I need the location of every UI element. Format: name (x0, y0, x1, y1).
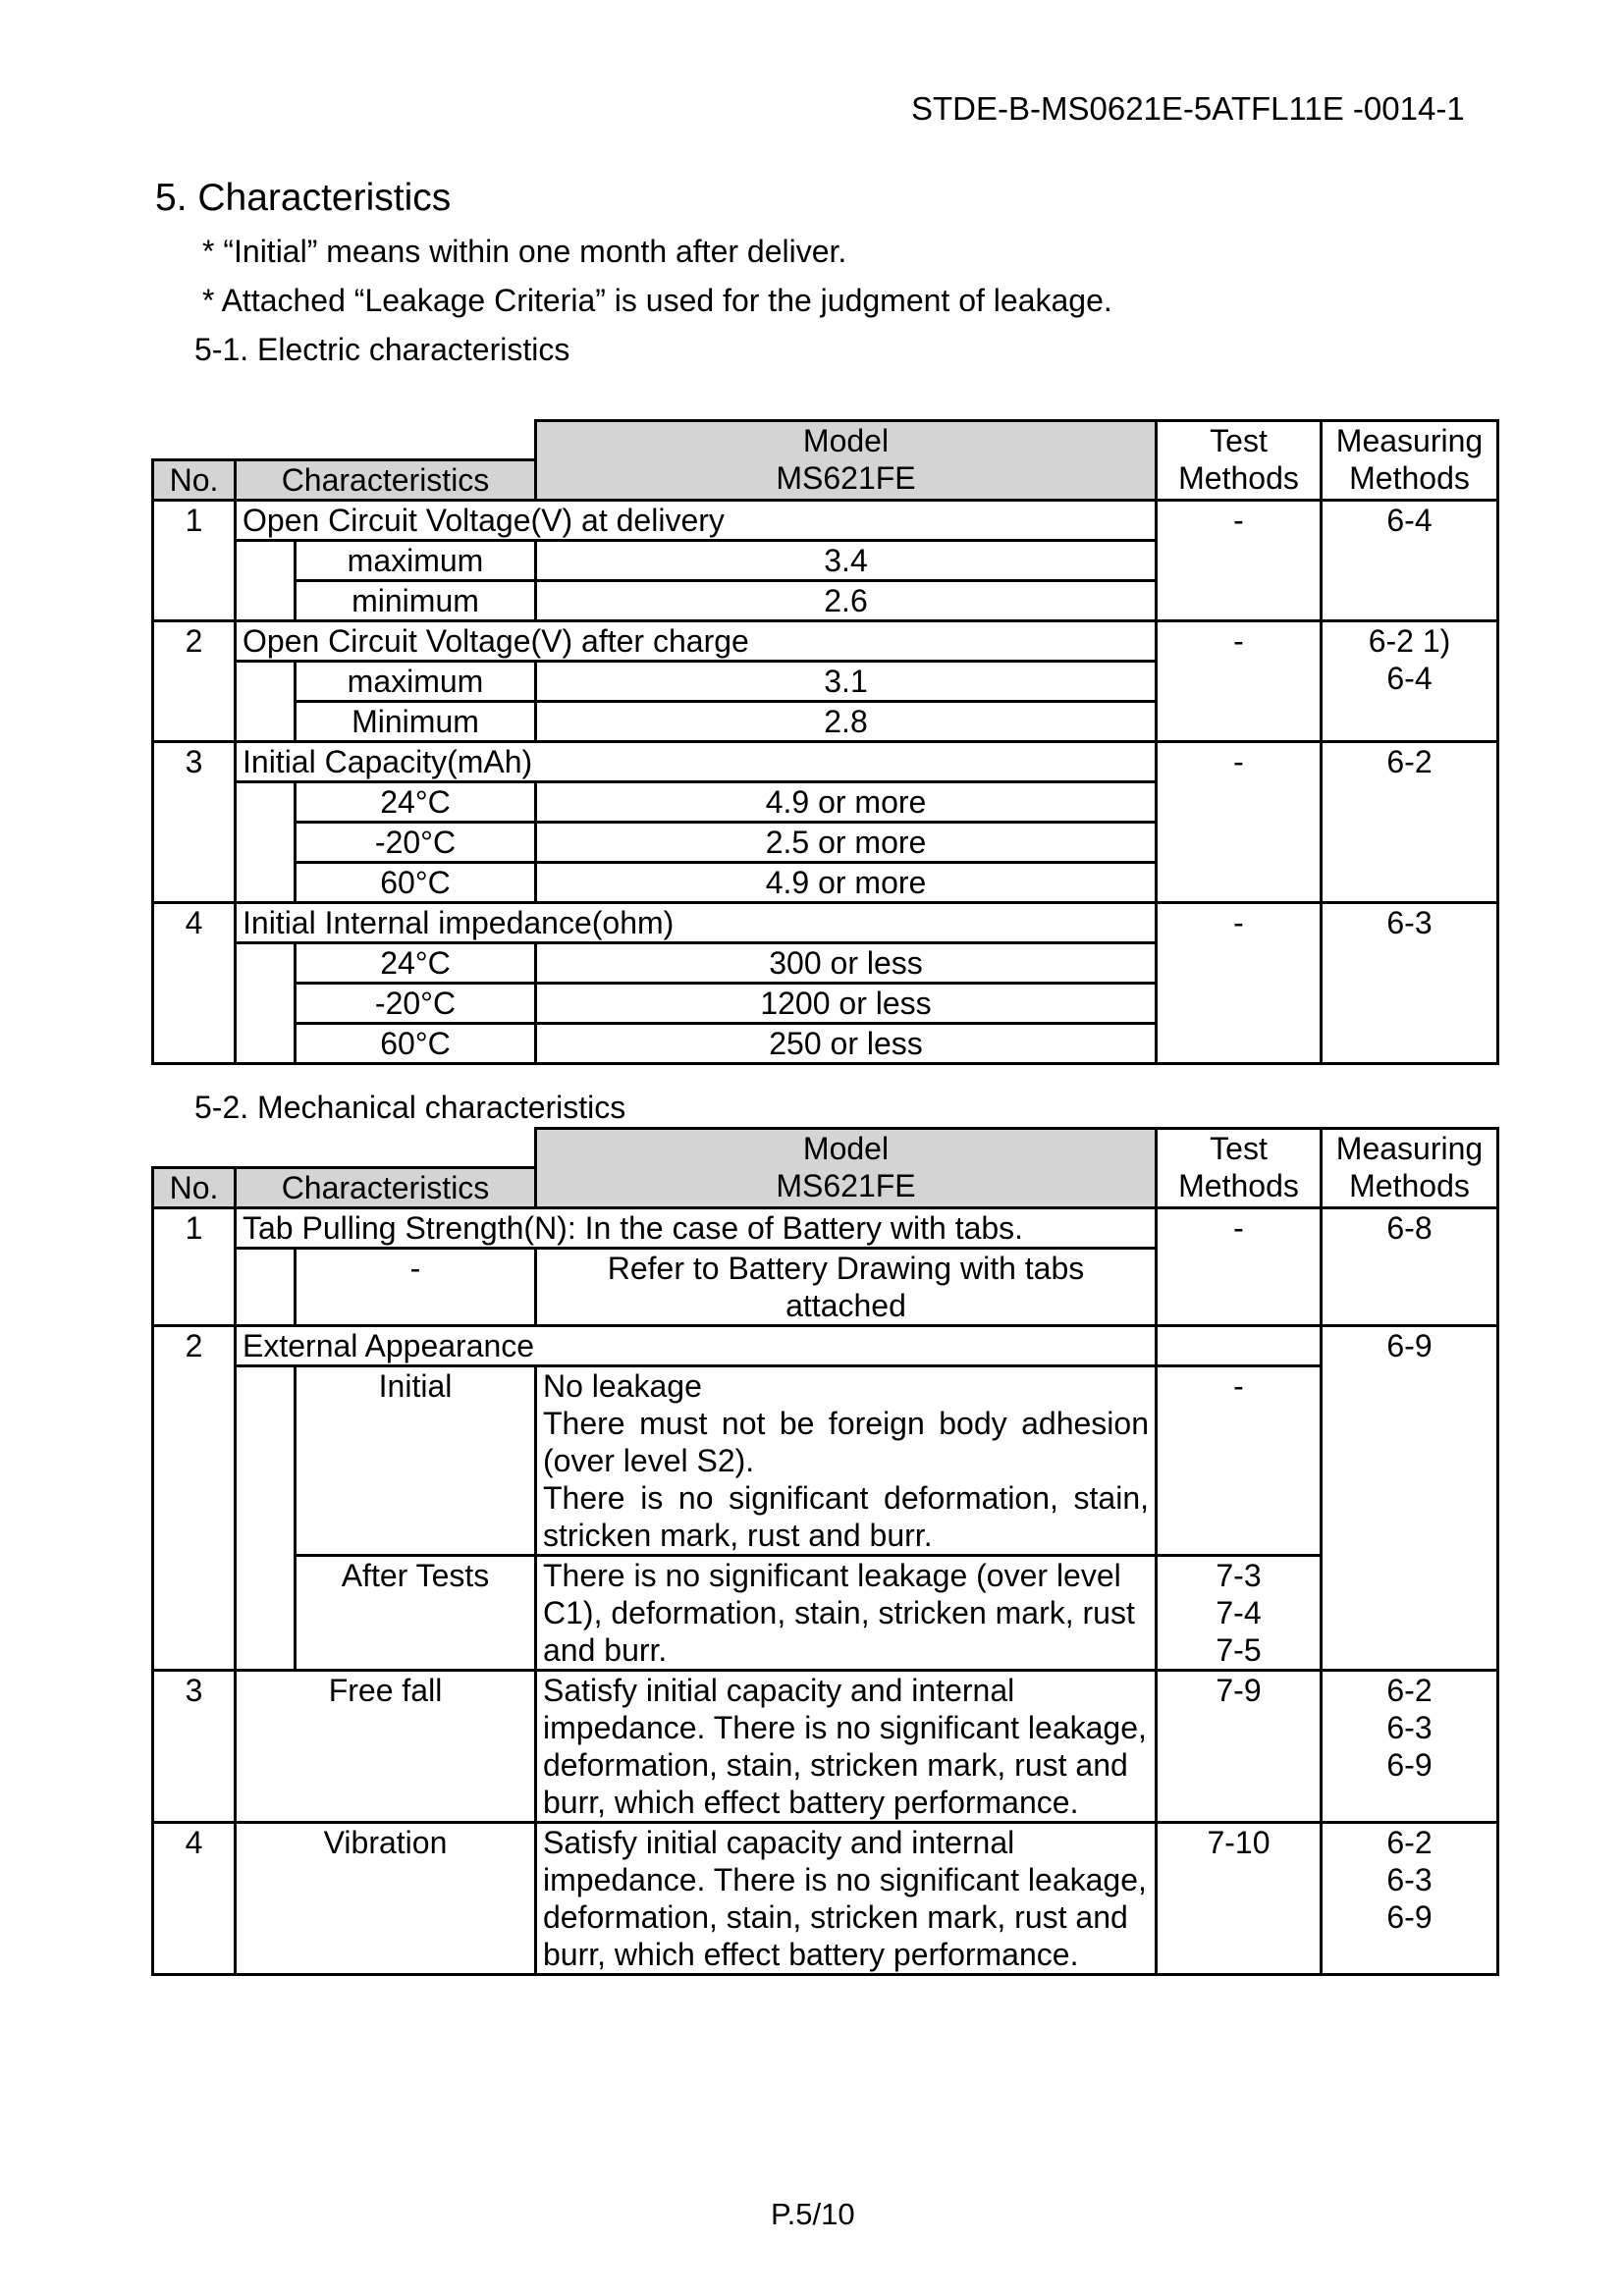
model-header: Model (536, 421, 1157, 460)
measuring-method (1322, 1822, 1498, 1974)
model-name-header: MS621FE (536, 459, 1157, 500)
measuring-method: 6-8 (1322, 1207, 1498, 1325)
sub-item-label: maximum (296, 661, 536, 701)
test-method-line: 7-3 (1216, 1557, 1262, 1593)
characteristics-header: Characteristics (236, 459, 536, 500)
measuring-method-line: 6-3 (1386, 1709, 1433, 1745)
model-name-header: MS621FE (536, 1167, 1157, 1207)
measuring-method-line: 6-9 (1386, 1898, 1433, 1935)
table-row (153, 1325, 1498, 1365)
sub-item-value: 300 or less (536, 942, 1157, 983)
sub-item-label: After Tests (296, 1555, 536, 1670)
table-row (153, 1207, 1498, 1248)
sub-item-label: -20°C (296, 983, 536, 1023)
test-method-line: 7-5 (1216, 1631, 1262, 1668)
measuring-method-line: 6-4 (1386, 660, 1433, 696)
test-method: - (1157, 1365, 1322, 1555)
document-id: STDE-B-MS0621E-5ATFL11E -0014-1 (911, 90, 1465, 127)
page-number: P.5/10 (771, 2197, 855, 2231)
characteristic-label: Free fall (236, 1670, 536, 1822)
sub-item-value: 4.9 or more (536, 781, 1157, 822)
test-method: - (1157, 620, 1322, 741)
test-method (1157, 1555, 1322, 1670)
test-method: - (1157, 741, 1322, 902)
measuring-method (1322, 620, 1498, 741)
test-methods-header: Test (1157, 1129, 1322, 1168)
sub-item-label: 24°C (296, 781, 536, 822)
electric-title: 5-1. Electric characteristics (194, 332, 570, 367)
characteristic-label: Open Circuit Voltage(V) at delivery (236, 500, 1157, 540)
measuring-method: 6-2 (1322, 741, 1498, 902)
characteristic-label: Initial Capacity(mAh) (236, 741, 1157, 781)
description-line: There must not be foreign body adhesion (over level S2). (543, 1405, 1149, 1478)
row-number: 1 (153, 500, 236, 620)
mechanical-title: 5-2. Mechanical characteristics (194, 1090, 626, 1125)
test-methods-header-2: Methods (1157, 459, 1322, 500)
sub-item-label: minimum (296, 580, 536, 620)
description-line: No leakage (543, 1367, 702, 1404)
sub-item-value: 2.6 (536, 580, 1157, 620)
sub-item-value-line: attached (785, 1287, 906, 1323)
sub-item-value-line: Refer to Battery Drawing with tabs (607, 1250, 1085, 1286)
note-leakage: * Attached “Leakage Criteria” is used for the judgment of leakage. (202, 283, 1112, 318)
table-row (153, 902, 1498, 942)
row-number: 2 (153, 1325, 236, 1670)
test-methods-header: Test (1157, 421, 1322, 460)
characteristic-label: Open Circuit Voltage(V) after charge (236, 620, 1157, 661)
characteristic-label: External Appearance (236, 1325, 1157, 1365)
sub-item-label: 24°C (296, 942, 536, 983)
sub-item-label: - (296, 1248, 536, 1325)
test-method: 7-10 (1157, 1822, 1322, 1974)
row-number: 4 (153, 1822, 236, 1974)
measuring-method: 6-9 (1322, 1325, 1498, 1670)
sub-item-value (536, 1248, 1157, 1325)
table-row (153, 620, 1498, 661)
measuring-methods-header: Measuring (1322, 421, 1498, 460)
measuring-method-line: 6-2 (1386, 1672, 1433, 1708)
table-row (153, 1822, 1498, 1974)
characteristic-label: Tab Pulling Strength(N): In the case of Battery with tabs. (236, 1207, 1157, 1248)
row-number: 1 (153, 1207, 236, 1325)
sub-item-value: 1200 or less (536, 983, 1157, 1023)
table-row (153, 1365, 1498, 1555)
no-header: No. (153, 459, 236, 500)
test-methods-header-2: Methods (1157, 1167, 1322, 1207)
measuring-method-line: 6-2 1) (1368, 622, 1451, 659)
measuring-method-line: 6-2 (1386, 1824, 1433, 1860)
table-row (153, 1555, 1498, 1670)
test-method: - (1157, 902, 1322, 1063)
measuring-method: 6-3 (1322, 902, 1498, 1063)
test-method: - (1157, 1207, 1322, 1325)
sub-item-description: There is no significant leakage (over level C1), deformation, stain, stricken mark, rust and burr. (536, 1555, 1157, 1670)
sub-item-description (536, 1365, 1157, 1555)
mechanical-table (151, 1127, 1499, 1976)
sub-item-value: 4.9 or more (536, 862, 1157, 902)
measuring-methods-header: Measuring (1322, 1129, 1498, 1168)
measuring-method-line: 6-9 (1386, 1746, 1433, 1783)
measuring-methods-header-2: Methods (1322, 1167, 1498, 1207)
sub-item-description: Satisfy initial capacity and internal impedance. There is no significant leakage, deformation, stain, stricken mark, rust and burr, which effect battery performance. (536, 1670, 1157, 1822)
sub-item-label: -20°C (296, 822, 536, 862)
measuring-method (1322, 1670, 1498, 1822)
sub-item-label: 60°C (296, 862, 536, 902)
row-number: 2 (153, 620, 236, 741)
description-line: There is no significant deformation, stain, stricken mark, rust and burr. (543, 1479, 1149, 1553)
row-number: 3 (153, 1670, 236, 1822)
sub-item-label: maximum (296, 540, 536, 580)
row-number: 3 (153, 741, 236, 902)
characteristic-label: Vibration (236, 1822, 536, 1974)
sub-item-label: 60°C (296, 1023, 536, 1063)
section-title: 5. Characteristics (155, 177, 452, 219)
no-header: No. (153, 1167, 236, 1207)
sub-item-value: 250 or less (536, 1023, 1157, 1063)
measuring-method-line: 6-3 (1386, 1861, 1433, 1897)
electric-table (151, 419, 1499, 1065)
note-initial: * “Initial” means within one month after deliver. (202, 234, 847, 269)
table-row (153, 500, 1498, 540)
measuring-methods-header-2: Methods (1322, 459, 1498, 500)
test-method: 7-9 (1157, 1670, 1322, 1822)
characteristic-label: Initial Internal impedance(ohm) (236, 902, 1157, 942)
sub-item-value: 3.1 (536, 661, 1157, 701)
sub-item-label: Initial (296, 1365, 536, 1555)
sub-item-value: 2.8 (536, 701, 1157, 741)
model-header: Model (536, 1129, 1157, 1168)
sub-item-label: Minimum (296, 701, 536, 741)
table-row (153, 741, 1498, 781)
sub-item-description: Satisfy initial capacity and internal impedance. There is no significant leakage, deformation, stain, stricken mark, rust and burr, which effect battery performance. (536, 1822, 1157, 1974)
row-number: 4 (153, 902, 236, 1063)
characteristics-header: Characteristics (236, 1167, 536, 1207)
measuring-method: 6-4 (1322, 500, 1498, 620)
table-row (153, 1670, 1498, 1822)
sub-item-value: 2.5 or more (536, 822, 1157, 862)
test-method: - (1157, 500, 1322, 620)
sub-item-value: 3.4 (536, 540, 1157, 580)
test-method-line: 7-4 (1216, 1594, 1262, 1630)
